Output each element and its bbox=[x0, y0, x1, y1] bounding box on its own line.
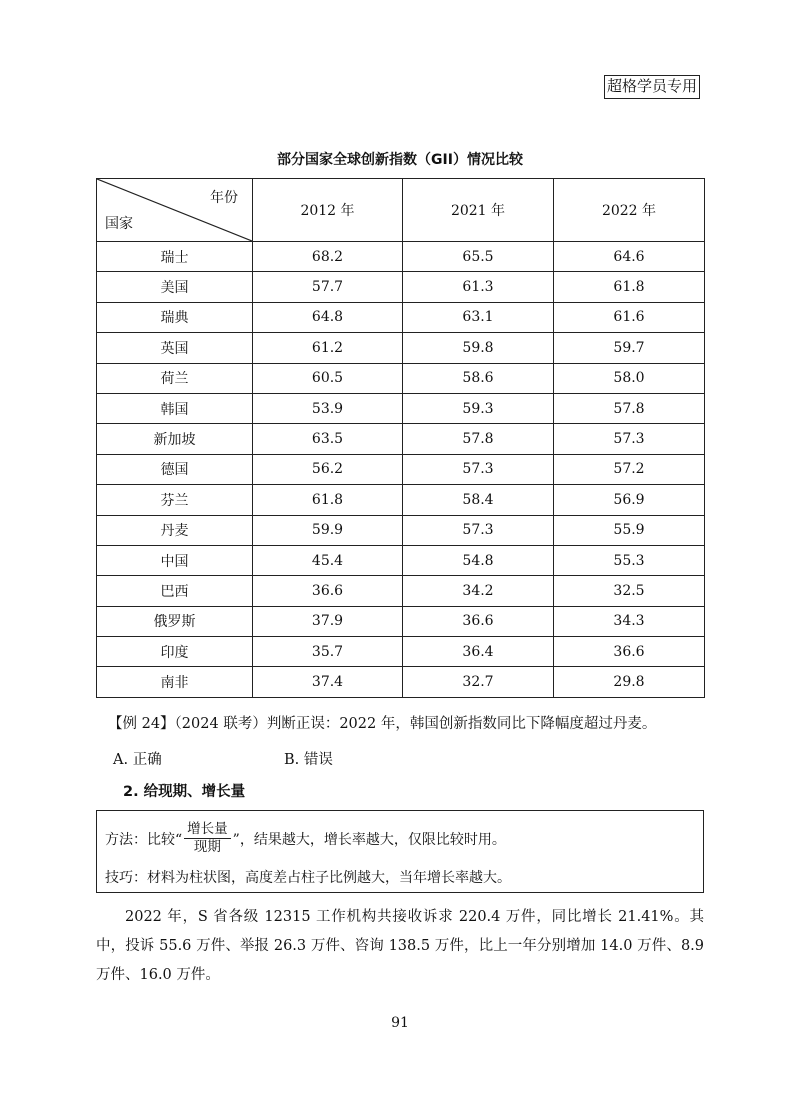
row-country-cell: 瑞典 bbox=[97, 302, 253, 332]
section-title: 2. 给现期、增长量 bbox=[123, 784, 246, 800]
value-2022-cell: 57.2 bbox=[554, 454, 705, 484]
method-box bbox=[96, 810, 704, 893]
row-country-cell: 英国 bbox=[97, 333, 253, 363]
value-2012-cell: 68.2 bbox=[253, 242, 403, 272]
row-country-cell: 南非 bbox=[97, 667, 253, 697]
value-2012-cell: 61.2 bbox=[253, 333, 403, 363]
value-2021-cell: 36.6 bbox=[403, 606, 554, 636]
method-prefix: 方法：比较“ bbox=[105, 831, 183, 848]
value-2021-cell: 61.3 bbox=[403, 272, 554, 302]
value-2012-cell: 45.4 bbox=[253, 545, 403, 575]
value-2022-cell: 59.7 bbox=[554, 333, 705, 363]
value-2021-cell: 59.3 bbox=[403, 393, 554, 423]
table-row bbox=[97, 454, 705, 484]
method-line bbox=[105, 821, 506, 856]
example-question: 【例 24】（2024 联考）判断正误：2022 年，韩国创新指数同比下降幅度超过丹麦。 bbox=[108, 716, 657, 732]
table-row bbox=[97, 485, 705, 515]
table-row bbox=[97, 333, 705, 363]
row-country-cell: 俄罗斯 bbox=[97, 606, 253, 636]
table-row bbox=[97, 667, 705, 697]
value-2012-cell: 35.7 bbox=[253, 637, 403, 667]
value-2022-cell: 58.0 bbox=[554, 363, 705, 393]
option-b: B. 错误 bbox=[284, 752, 333, 768]
value-2022-cell: 57.8 bbox=[554, 393, 705, 423]
table-row bbox=[97, 302, 705, 332]
value-2022-cell: 61.6 bbox=[554, 302, 705, 332]
option-a: A. 正确 bbox=[113, 752, 162, 768]
value-2022-cell: 57.3 bbox=[554, 424, 705, 454]
value-2021-cell: 34.2 bbox=[403, 576, 554, 606]
exclusive-badge: 超格学员专用 bbox=[604, 75, 700, 99]
row-country-cell: 芬兰 bbox=[97, 485, 253, 515]
value-2022-cell: 61.8 bbox=[554, 272, 705, 302]
value-2012-cell: 64.8 bbox=[253, 302, 403, 332]
table-row bbox=[97, 363, 705, 393]
value-2012-cell: 61.8 bbox=[253, 485, 403, 515]
value-2022-cell: 36.6 bbox=[554, 637, 705, 667]
row-country-cell: 印度 bbox=[97, 637, 253, 667]
value-2012-cell: 37.4 bbox=[253, 667, 403, 697]
table-row bbox=[97, 606, 705, 636]
value-2021-cell: 65.5 bbox=[403, 242, 554, 272]
page-number: 91 bbox=[391, 1015, 409, 1031]
header-year-label: 年份 bbox=[210, 190, 238, 206]
value-2021-cell: 58.4 bbox=[403, 485, 554, 515]
value-2022-cell: 55.9 bbox=[554, 515, 705, 545]
value-2012-cell: 60.5 bbox=[253, 363, 403, 393]
row-country-cell: 中国 bbox=[97, 545, 253, 575]
header-year-2022: 2022 年 bbox=[554, 179, 705, 242]
method-suffix: ”，结果越大，增长率越大，仅限比较时用。 bbox=[232, 831, 506, 848]
tip-line: 技巧：材料为柱状图，高度差占柱子比例越大，当年增长率越大。 bbox=[105, 870, 511, 886]
value-2021-cell: 59.8 bbox=[403, 333, 554, 363]
value-2012-cell: 37.9 bbox=[253, 606, 403, 636]
value-2012-cell: 59.9 bbox=[253, 515, 403, 545]
row-country-cell: 瑞士 bbox=[97, 242, 253, 272]
row-country-cell: 德国 bbox=[97, 454, 253, 484]
value-2021-cell: 57.3 bbox=[403, 515, 554, 545]
row-country-cell: 韩国 bbox=[97, 393, 253, 423]
fraction-numerator: 增长量 bbox=[184, 821, 231, 839]
value-2022-cell: 56.9 bbox=[554, 485, 705, 515]
table-header-row bbox=[97, 179, 705, 242]
table-row bbox=[97, 515, 705, 545]
value-2012-cell: 53.9 bbox=[253, 393, 403, 423]
header-year-2021: 2021 年 bbox=[403, 179, 554, 242]
table-title: 部分国家全球创新指数（GII）情况比较 bbox=[277, 152, 523, 168]
fraction-denominator: 现期 bbox=[193, 839, 221, 855]
value-2022-cell: 55.3 bbox=[554, 545, 705, 575]
value-2022-cell: 29.8 bbox=[554, 667, 705, 697]
value-2012-cell: 63.5 bbox=[253, 424, 403, 454]
value-2022-cell: 34.3 bbox=[554, 606, 705, 636]
value-2021-cell: 58.6 bbox=[403, 363, 554, 393]
table-row bbox=[97, 393, 705, 423]
table-row bbox=[97, 637, 705, 667]
value-2021-cell: 54.8 bbox=[403, 545, 554, 575]
table-row bbox=[97, 424, 705, 454]
diagonal-header-cell bbox=[97, 179, 253, 242]
row-country-cell: 新加坡 bbox=[97, 424, 253, 454]
table-row bbox=[97, 272, 705, 302]
value-2021-cell: 32.7 bbox=[403, 667, 554, 697]
table-row bbox=[97, 242, 705, 272]
table-row bbox=[97, 576, 705, 606]
row-country-cell: 美国 bbox=[97, 272, 253, 302]
value-2012-cell: 57.7 bbox=[253, 272, 403, 302]
value-2012-cell: 56.2 bbox=[253, 454, 403, 484]
table-row bbox=[97, 545, 705, 575]
fraction bbox=[184, 821, 231, 856]
value-2022-cell: 32.5 bbox=[554, 576, 705, 606]
value-2021-cell: 36.4 bbox=[403, 637, 554, 667]
gii-table bbox=[96, 178, 705, 698]
row-country-cell: 丹麦 bbox=[97, 515, 253, 545]
table-body bbox=[97, 242, 705, 698]
value-2021-cell: 63.1 bbox=[403, 302, 554, 332]
value-2022-cell: 64.6 bbox=[554, 242, 705, 272]
header-year-2012: 2012 年 bbox=[253, 179, 403, 242]
value-2021-cell: 57.3 bbox=[403, 454, 554, 484]
value-2021-cell: 57.8 bbox=[403, 424, 554, 454]
row-country-cell: 巴西 bbox=[97, 576, 253, 606]
value-2012-cell: 36.6 bbox=[253, 576, 403, 606]
material-paragraph: 2022 年，S 省各级 12315 工作机构共接收诉求 220.4 万件，同比增长 21.41%。其中，投诉 55.6 万件、举报 26.3 万件、咨询 138.5 万件，比上一年分别增加 14.0 万件、8.9 万件、16.0 万件。 bbox=[96, 909, 704, 983]
row-country-cell: 荷兰 bbox=[97, 363, 253, 393]
header-country-label: 国家 bbox=[105, 216, 133, 232]
